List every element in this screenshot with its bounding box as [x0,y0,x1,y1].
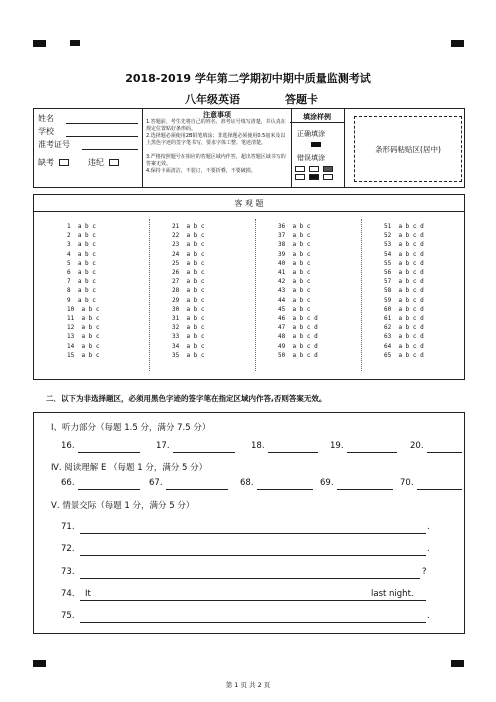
column-divider-2 [255,219,256,371]
violation-label: 违纪 [88,158,104,167]
school-label: 学校 [38,127,54,136]
fill-sample-divider [290,122,344,123]
notice-item-3: 3.严格按照题号在相应的答题区域内作答，超出答题区域书写的答案无效。 [146,154,286,167]
notice-item-4: 4.保持卡面清洁，不装订，不要折叠，不要破损。 [146,168,256,174]
name-label: 姓名 [38,114,54,123]
answer-column-2[interactable]: 21 a b c 22 a b c 23 a b c 24 a b c 25 a b c 26 a b c 27 a b c 28 a b c 29 a b c 30 a b c 31 a b c 32 a b c 33 a b c 34 a b c 35 a b c [172,223,205,359]
written-answer-area [33,412,465,634]
corner-mark-top-center [70,40,80,46]
correct-fill-mark [311,142,321,147]
q66-number: 66. [61,478,75,488]
q67-answer[interactable] [166,489,228,490]
notice-panel [142,109,292,187]
q71-number: 71. [61,522,75,532]
q17-answer[interactable] [173,452,235,453]
school-field[interactable] [66,136,138,137]
q19-number: 19. [330,441,344,451]
q71-answer[interactable] [80,533,426,534]
violation-checkbox[interactable] [109,159,119,166]
reading-title: Ⅳ. 阅读理解 E （每题 1 分，满分 5 分） [51,463,208,473]
corner-mark-bottom-left [33,660,46,667]
answer-column-4[interactable]: 51 a b c d 52 a b c d 53 a b c d 54 a b c d 55 a b c d 56 a b c d 57 a b c d 58 a b c d 59 a b c d 60 a b c d 61 a b c d 62 a b c d 63 a b c d 64 a b c d 65 a b c d [384,223,424,359]
correct-fill-label: 正确填涂 [297,130,325,138]
grade-subject: 八年级英语 [185,93,240,106]
q73-answer[interactable] [80,578,420,579]
q66-answer[interactable] [78,489,140,490]
column-divider-3 [361,219,362,371]
q72-end: . [427,544,430,554]
q16-answer[interactable] [78,452,140,453]
q70-answer[interactable] [417,489,462,490]
q72-number: 72. [61,544,75,554]
exam-number-label: 准考证号 [38,140,70,149]
q72-answer[interactable] [80,555,426,556]
q74-end: last night. [371,589,414,599]
q68-number: 68. [240,478,254,488]
q67-number: 67. [149,478,163,488]
page-footer: 第 1 页 共 2 页 [225,681,271,689]
answer-column-1[interactable]: 1 a b c 2 a b c 3 a b c 4 a b c 5 a b c 6 a b c 7 a b c 8 a b c 9 a b c 10 a b c 11 a b c 12 a b c 13 a b c 14 a b c 15 a b c [67,223,100,359]
barcode-area [354,116,462,182]
fill-sample-panel [290,109,345,187]
exam-title: 2018-2019 学年第二学期初中期中质量监测考试 [125,72,371,85]
q74-number: 74. [61,589,75,599]
absent-label: 缺考 [38,158,54,167]
q18-number: 18. [251,441,265,451]
q73-number: 73. [61,567,75,577]
q20-answer[interactable] [427,452,462,453]
corner-mark-bottom-right [451,660,464,667]
objective-section [33,194,465,380]
q71-end: . [427,522,430,532]
notice-item-2: 2.选择题必须使用2B铅笔填涂；非选择题必须使用0.5毫米及以上黑色字迹的签字笔书写，要求字体工整、笔迹清楚。 [146,133,286,146]
name-field[interactable] [66,123,138,124]
corner-mark-top-right [451,40,464,47]
objective-title: 客 观 题 [234,199,264,208]
notice-title: 注意事项 [203,111,231,119]
q74-start: It [85,589,91,599]
q18-answer[interactable] [268,452,318,453]
wrong-fill-label: 错误填涂 [297,154,325,162]
barcode-label: 条形码粘贴区(居中) [375,145,441,154]
q19-answer[interactable] [347,452,397,453]
q20-number: 20. [410,441,424,451]
q74-answer[interactable] [80,600,426,601]
answer-card-label: 答题卡 [285,93,318,106]
q70-number: 70. [400,478,414,488]
q17-number: 17. [156,441,170,451]
objective-title-divider [34,211,464,212]
q75-answer[interactable] [80,622,426,623]
info-panel [33,108,465,188]
q69-answer[interactable] [337,489,393,490]
column-divider-1 [149,219,150,371]
wrong-fill-samples [295,166,341,184]
exam-number-field[interactable] [82,149,138,150]
fill-sample-title: 填涂样例 [303,113,331,121]
listening-title: Ⅰ、听力部分（每题 1.5 分，满分 7.5 分） [51,423,211,433]
q75-end: . [427,611,430,621]
q69-number: 69. [320,478,334,488]
answer-column-3[interactable]: 36 a b c 37 a b c 38 a b c 39 a b c 40 a b c 41 a b c 42 a b c 43 a b c 44 a b c 45 a b c 46 a b c d 47 a b c d 48 a b c d 49 a b c d 50 a b c d [278,223,318,359]
corner-mark-top-left [33,40,46,47]
absent-checkbox[interactable] [59,159,69,166]
dialogue-title: Ⅴ. 情景交际（每题 1 分，满分 5 分） [51,501,195,511]
q73-end: ? [422,567,427,577]
q16-number: 16. [61,441,75,451]
q68-answer[interactable] [257,489,313,490]
q75-number: 75. [61,611,75,621]
notice-item-1: 1.答题前，考生先将自己的姓名、准考证号填写清楚，并认真在规定位置贴好条形码。 [146,119,286,132]
section-2-heading: 二．以下为非选择题区，必须用黑色字迹的签字笔在指定区域内作答,否则答案无效。 [46,394,327,403]
